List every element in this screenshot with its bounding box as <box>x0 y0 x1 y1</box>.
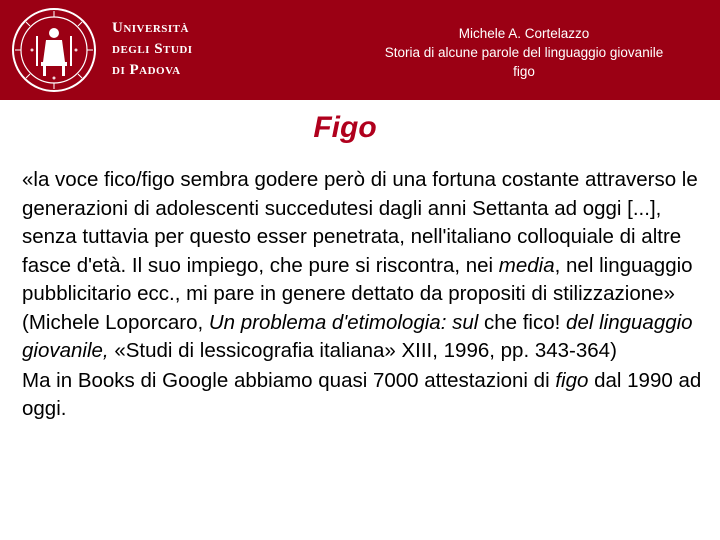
slide-title: Figo <box>313 111 377 144</box>
quote-text-4: «Studi di lessicografia italiana» XIII, 1996, pp. 343-364) <box>108 339 617 362</box>
note-text-2: dal 1990 ad oggi. <box>22 368 702 420</box>
university-name <box>112 18 232 81</box>
note-word: figo <box>555 368 589 392</box>
quote-work-title-2: del linguaggio giovanile, <box>22 310 693 362</box>
note-text-1: Ma in Books di Google abbiamo quasi 7000 attestazioni di <box>22 368 556 392</box>
header-meta <box>344 24 704 81</box>
quote-media-term: media <box>498 253 555 277</box>
university-line-2: degli Studi <box>112 41 193 57</box>
topic-label: figo <box>513 64 535 79</box>
slide-body <box>22 166 702 424</box>
university-line-3: di Padova <box>112 62 181 78</box>
university-line-1: Università <box>112 20 189 36</box>
quote-text-2: , nel linguaggio pubblicitario ecc., mi pare in genere dettato da propositi di stilizzazione» (Michele Loporcaro, <box>22 253 693 334</box>
note-paragraph <box>22 367 702 424</box>
author-name: Michele A. Cortelazzo <box>458 26 590 41</box>
quote-paragraph <box>22 166 702 366</box>
quote-work-title-1: Un problema d'etimologia: sul <box>208 310 479 334</box>
quote-text-3: che fico! <box>478 310 567 334</box>
university-seal-logo <box>10 6 98 94</box>
header-banner <box>0 0 720 100</box>
quote-text-1: «la voce fico/figo sembra godere però di una fortuna costante attraverso le generazioni di adolescenti succedutesi dagli anni Settanta ad oggi [...], senza tuttavia per questo esser penetrata, nell'italiano colloquiale di altre fasce d'età. Il suo impiego, che pure si riscontra, nei <box>22 168 698 277</box>
course-title: Storia di alcune parole del linguaggio giovanile <box>384 45 664 60</box>
